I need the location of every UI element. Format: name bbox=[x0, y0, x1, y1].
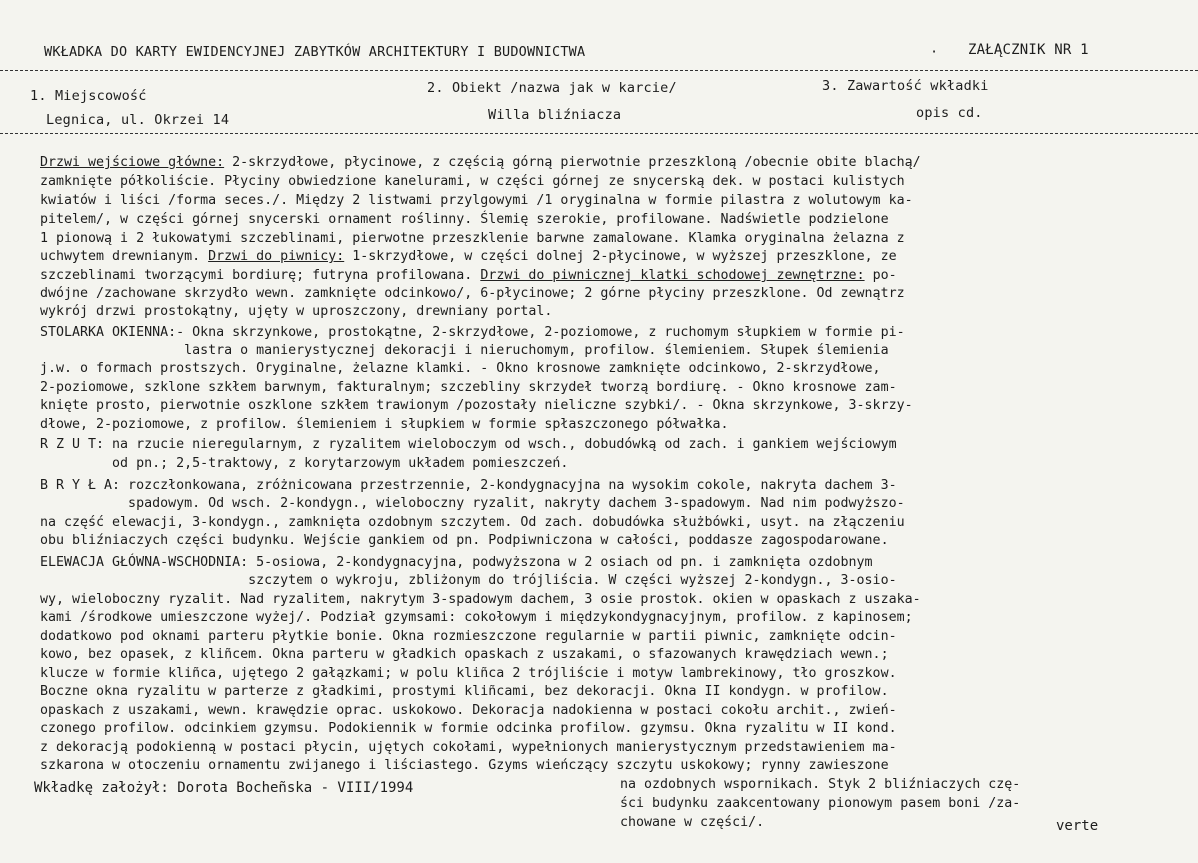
doors-line bbox=[40, 248, 1160, 267]
windows-line: 2-poziomowe, szklone szkłem barwnym, fakturalnym; szczebliny skrzydeł tworzą bordiurę. - Okno krosnowe zam- bbox=[40, 380, 897, 395]
header-mark: · bbox=[930, 44, 939, 60]
object-label: 2. Obiekt /nazwa jak w karcie/ bbox=[427, 80, 677, 96]
author-signature: Wkładkę założył: Dorota Bocheñska - VIII/1994 bbox=[34, 780, 414, 796]
doors-line: wykrój drzwi prostokątny, ujęty w uproszczony, drewniany portal. bbox=[40, 304, 553, 319]
mass-line: na część elewacji, 3-kondygn., zamknięta ozdobnym szczytem. Od zach. dobudówka służbówki, usyt. na złączeniu bbox=[40, 515, 905, 530]
windows-line: knięte prosto, pierwotnie oszklone szkłem trawionym /pozostały nieliczne szybki/. - Okna skrzynkowe, 3-skrzy- bbox=[40, 398, 913, 413]
doors-line: pitelem/, w części górnej snycerski ornament roślinny. Ślemię szerokie, profilowane. Nadświetle podzielone bbox=[40, 212, 889, 227]
elevation-line: kami /środkowe umieszczone wyżej/. Podział gzymsami: cokołowym i międzykondygnacyjnym, profilow. z kapinosem; bbox=[40, 610, 913, 625]
stair-door-heading: Drzwi do piwnicznej klatki schodowej zewnętrzne: bbox=[480, 268, 865, 283]
elevation-line: wy, wieloboczny ryzalit. Nad ryzalitem, nakrytym 3-spadowym dachem, 3 osie prostok. okien w opaskach z uszaka- bbox=[40, 592, 921, 607]
doors-line bbox=[40, 267, 1160, 286]
doors-line: dwójne /zachowane skrzydło wewn. zamknięte odcinkowo/, 6-płycinowe; 2 górne płyciny przeszklone. Od zewnątrz bbox=[40, 286, 905, 301]
doors-line: zamknięte półkoliście. Płyciny obwiedzione kanelurami, w części górnej ze snycerską dek. w postaci kulistych bbox=[40, 174, 905, 189]
plan-line: od pn.; 2,5-traktowy, z korytarzowym układem pomieszczeń. bbox=[40, 456, 569, 471]
doors-text: uchwytem drewnianym. bbox=[40, 249, 209, 264]
elevation-line: ELEWACJA GŁÓWNA-WSCHODNIA: 5-osiowa, 2-kondygnacyjna, podwyższona w 2 osiach od pn. i zamknięta ozdobnym bbox=[40, 555, 873, 570]
doors-text: szczeblinami tworzącymi bordiurę; futryna profilowana. bbox=[40, 268, 481, 283]
windows-line: lastra o manierystycznej dekoracji i nieruchomym, profilow. ślemieniem. Słupek ślemienia bbox=[40, 343, 889, 358]
plan-line: R Z U T: na rzucie nieregularnym, z ryzalitem wieloboczym od wsch., dobudówką od zach. i gankiem wejściowym bbox=[40, 437, 897, 452]
doors-heading: Drzwi wejściowe główne: bbox=[40, 155, 225, 170]
mass-line: obu bliźniaczych części budynku. Wejście gankiem od pn. Podpiwniczona w całości, poddasze zagospodarowane. bbox=[40, 533, 889, 548]
object-value: Willa bliźniacza bbox=[488, 107, 622, 123]
elevation-line: na ozdobnych wspornikach. Styk 2 bliźniaczych czę- bbox=[620, 777, 1021, 792]
attachment-number: ZAŁĄCZNIK NR 1 bbox=[968, 42, 1089, 58]
elevation-line: szkarona w otoczeniu ornamentu zwijanego i liściastego. Gzyms wieńczący szczytu uskokowy; rynny zawieszone bbox=[40, 758, 889, 773]
elevation-line: klucze w formie kliñca, ujętego 2 gałązkami; w polu kliñca 2 trójliście i motyw lambrekinowy, tło groszkow. bbox=[40, 666, 897, 681]
fields-divider bbox=[0, 133, 1198, 134]
elevation-line: opaskach z uszakami, wewn. krawędzie oprac. uskokowo. Dekoracja nadokienna w postaci cokołu archit., zwień- bbox=[40, 703, 897, 718]
windows-line: dłowe, 2-poziomowe, z profilow. ślemieniem i słupkiem w formie spłaszczonego półwałka. bbox=[40, 417, 729, 432]
elevation-line: z dekoracją podokienną w postaci płycin, ujętych cokołami, wypełnionych manierystycznym przedstawieniem ma- bbox=[40, 740, 897, 755]
doors-text: po- bbox=[864, 268, 897, 283]
elevation-line: chowane w części/. bbox=[620, 815, 765, 830]
elevation-line: Boczne okna ryzalitu w parterze z gładkimi, prostymi kliñcami, bez dekoracji. Okna II kondygn. w profilow. bbox=[40, 684, 889, 699]
place-label: 1. Miejscowość bbox=[30, 88, 147, 104]
elevation-line: dodatkowo pod oknami parteru płytkie bonie. Okna rozmieszczone regularnie w partii piwnic, zamknięte odcin- bbox=[40, 629, 897, 644]
header-divider bbox=[0, 70, 1198, 71]
verte-note: verte bbox=[1056, 818, 1099, 834]
elevation-line: ści budynku zaakcentowany pionowym pasem boni /za- bbox=[620, 796, 1021, 811]
doors-text: 1-skrzydłowe, w części dolnej 2-płycinowe, w wyższej przeszklone, ze bbox=[344, 249, 897, 264]
doors-line: kwiatów i liści /forma seces./. Między 2 listwami przylgowymi /1 oryginalna w formie pilastra z wolutowym ka- bbox=[40, 193, 913, 208]
doors-line: 1 pionową i 2 łukowatymi szczeblinami, pierwotne przeszklenie barwne zamalowane. Klamka oryginalna żelazna z bbox=[40, 231, 905, 246]
mass-line: spadowym. Od wsch. 2-kondygn., wieloboczny ryzalit, nakryty dachem 3-spadowym. Nad nim podwyższo- bbox=[40, 496, 905, 511]
doors-line bbox=[40, 154, 1160, 173]
elevation-line: czonego profilow. odcinkiem gzymsu. Podokiennik w formie odcinka profilow. gzymsu. Okna ryzalitu w II kond. bbox=[40, 721, 897, 736]
doors-text: 2-skrzydłowe, płycinowe, z częścią górną pierwotnie przeszkloną /obecnie obite blachą/ bbox=[224, 155, 921, 170]
document-title: WKŁADKA DO KARTY EWIDENCYJNEJ ZABYTKÓW ARCHITEKTURY I BUDOWNICTWA bbox=[44, 44, 586, 60]
elevation-line: szczytem o wykroju, zbliżonym do trójliścia. W części wyższej 2-kondygn., 3-osio- bbox=[40, 573, 897, 588]
elevation-line: kowo, bez opasek, z kliñcem. Okna parteru w gładkich opaskach z uszakami, o sfazowanych krawędziach wewn.; bbox=[40, 647, 889, 662]
place-value: Legnica, ul. Okrzei 14 bbox=[46, 112, 230, 128]
windows-line: STOLARKA OKIENNA:- Okna skrzynkowe, prostokątne, 2-skrzydłowe, 2-poziomowe, z ruchomym słupkiem w formie pi- bbox=[40, 325, 905, 340]
content-label: 3. Zawartość wkładki bbox=[822, 78, 989, 94]
cellar-door-heading: Drzwi do piwnicy: bbox=[208, 249, 345, 264]
content-value: opis cd. bbox=[916, 105, 983, 121]
mass-line: B R Y Ł A: rozczłonkowana, zróżnicowana przestrzennie, 2-kondygnacyjna na wysokim cokole, nakryta dachem 3- bbox=[40, 478, 897, 493]
windows-line: j.w. o formach prostszych. Oryginalne, żelazne klamki. - Okno krosnowe zamknięte odcinkowo, 2-skrzydłowe, bbox=[40, 361, 881, 376]
